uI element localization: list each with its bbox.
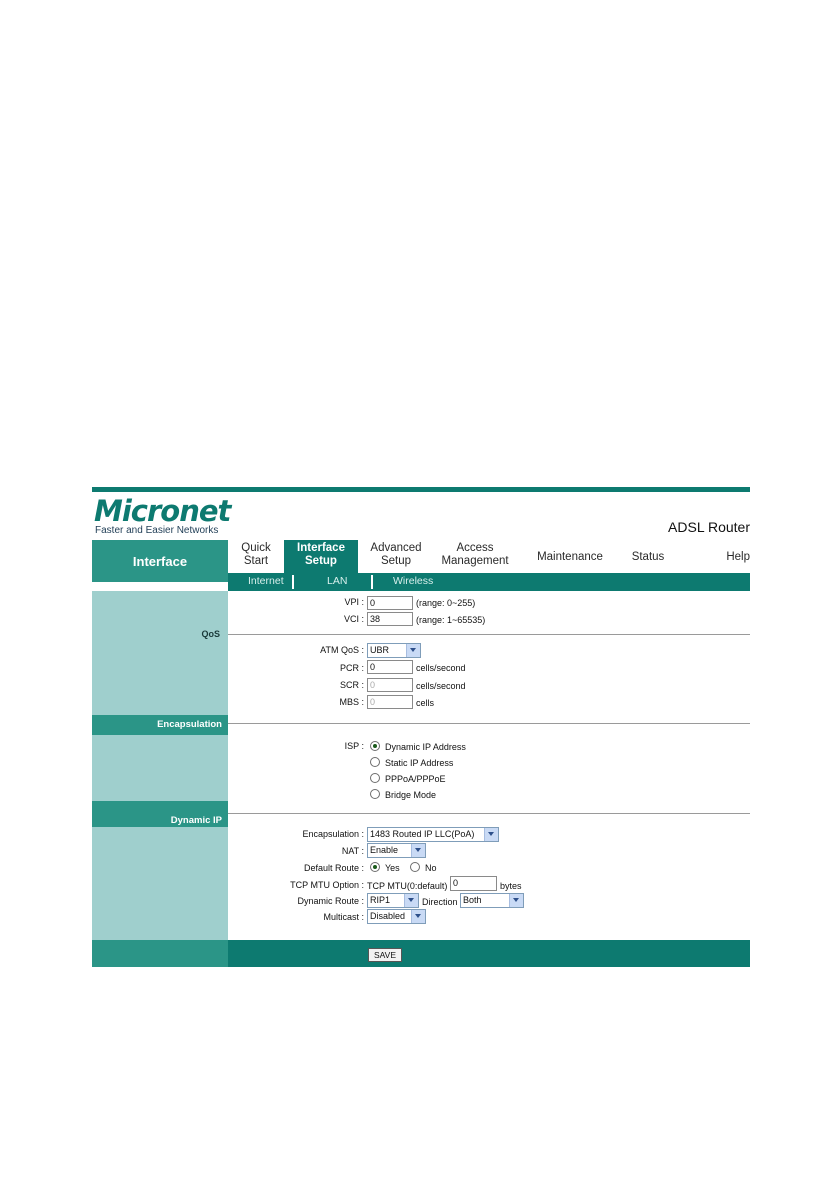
nav-label-line2: Setup [380,555,412,567]
nat-select[interactable] [367,843,426,858]
vci-input[interactable]: 38 [367,612,413,626]
default-route-no-radio[interactable] [410,862,420,872]
nav-quick-start[interactable] [228,542,284,573]
footer-sidebar [92,940,228,967]
top-accent-bar [92,487,750,492]
sub-nav [228,573,750,591]
atm-qos-select[interactable] [367,643,421,658]
nav-advanced-setup[interactable] [358,542,434,573]
router-admin-page [92,487,750,967]
isp-radio-dynamic[interactable] [370,741,380,751]
chevron-down-icon [411,844,425,857]
subnav-internet[interactable]: Internet [248,575,284,587]
subnav-wireless[interactable]: Wireless [393,575,434,587]
isp-radio-bridge[interactable] [370,789,380,799]
atm-qos-value: UBR [370,645,390,655]
isp-option-dynamic: Dynamic IP Address [385,742,466,752]
chevron-down-icon [404,894,418,907]
divider [228,813,750,814]
encap-type-label: Encapsulation : [302,829,364,839]
nav-label-line1: Access [456,542,494,554]
tcp-mtu-input[interactable]: 0 [450,876,497,891]
isp-radio-static[interactable] [370,757,380,767]
qos-section-label: QoS [201,629,220,639]
divider [228,634,750,635]
mbs-label: MBS : [339,697,364,707]
default-route-no-label: No [425,863,437,873]
multicast-label: Multicast : [323,912,364,922]
dynamic-route-value: RIP1 [370,895,391,905]
isp-option-static: Static IP Address [385,758,454,768]
tcp-mtu-unit: bytes [500,881,522,891]
direction-label: Direction [422,897,458,907]
nat-label: NAT : [341,846,364,856]
nav-label-line1: Quick [241,542,271,554]
dynamic-ip-section-header: Dynamic IP [92,801,228,827]
main-nav [228,540,750,573]
dynamic-route-select[interactable] [367,893,419,908]
logo-wordmark: Micronet [94,494,231,528]
logo-tagline: Faster and Easier Networks [95,525,219,536]
vci-label: VCI : [343,614,364,624]
nav-label-line1: Advanced [370,542,422,554]
nav-interface-setup[interactable] [284,540,358,573]
nav-label-line1: Interface [297,542,345,554]
nav-label-line2: Setup [305,555,337,567]
chevron-down-icon [406,644,420,657]
nav-help[interactable]: Help [726,551,750,563]
vci-range-hint: (range: 1~65535) [416,615,486,625]
pcr-label: PCR : [339,663,364,673]
scr-unit: cells/second [416,681,466,691]
pcr-unit: cells/second [416,663,466,673]
atm-qos-label: ATM QoS : [320,645,364,655]
pcr-input[interactable]: 0 [367,660,413,674]
subnav-divider [292,575,294,589]
mbs-unit: cells [416,698,435,708]
nav-maintenance[interactable]: Maintenance [537,551,603,563]
vpi-label: VPI : [344,597,364,607]
nat-value: Enable [370,845,399,855]
default-route-yes-radio[interactable] [370,862,380,872]
default-route-label: Default Route : [303,863,364,873]
default-route-yes-label: Yes [385,863,400,873]
tcp-mtu-label: TCP MTU Option : [290,880,364,890]
divider [228,723,750,724]
scr-label: SCR : [339,680,364,690]
tcp-mtu-prefix: TCP MTU(0:default) [367,881,448,891]
subnav-lan[interactable]: LAN [327,575,348,587]
nav-label-line2: Management [441,555,509,567]
sidebar-panel-dynamic-ip [92,827,228,940]
mbs-input[interactable]: 0 [367,695,413,709]
save-button[interactable]: SAVE [368,948,402,962]
dynamic-route-label: Dynamic Route : [297,896,364,906]
nav-access-management[interactable] [434,542,516,573]
nav-status[interactable]: Status [631,551,665,563]
chevron-down-icon [484,828,498,841]
sidebar-panel-encapsulation [92,735,228,801]
encap-type-select[interactable] [367,827,499,842]
product-name: ADSL Router [668,519,750,535]
brand-logo [94,496,244,536]
vpi-input[interactable]: 0 [367,596,413,610]
direction-value: Both [463,895,482,905]
scr-input[interactable]: 0 [367,678,413,692]
isp-option-pppoa: PPPoA/PPPoE [385,774,446,784]
multicast-value: Disabled [370,911,406,921]
isp-label: ISP : [344,741,364,751]
chevron-down-icon [509,894,523,907]
encap-type-value: 1483 Routed IP LLC(PoA) [370,829,475,839]
direction-select[interactable] [460,893,524,908]
sidebar-title: Interface [92,540,228,582]
encapsulation-section-header: Encapsulation [92,715,228,735]
isp-radio-pppoa[interactable] [370,773,380,783]
chevron-down-icon [411,910,425,923]
nav-label-line2: Start [243,555,269,567]
multicast-select[interactable] [367,909,426,924]
isp-option-bridge: Bridge Mode [385,790,437,800]
subnav-divider [371,575,373,589]
sidebar-panel-qos [92,591,228,715]
vpi-range-hint: (range: 0~255) [416,598,476,608]
